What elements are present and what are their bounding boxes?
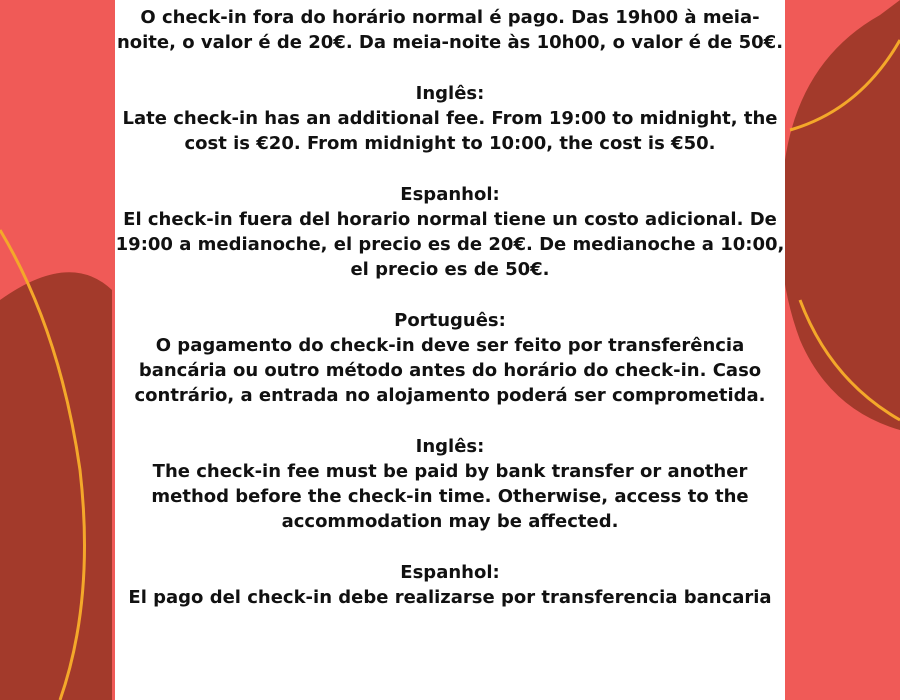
text-line: contrário, a entrada no alojamento poderá ser comprometida. [134, 385, 766, 406]
text-line: Late check-in has an additional fee. From 19:00 to midnight, the [122, 108, 778, 129]
paragraph-portuguese-fee [115, 5, 785, 55]
text-line: method before the check-in time. Otherwise, access to the [151, 486, 749, 507]
language-heading: Inglês: [415, 436, 485, 457]
language-heading: Espanhol: [400, 562, 500, 583]
text-line: 19:00 a medianoche, el precio es de 20€. De medianoche a 10:00, [115, 234, 785, 255]
text-line: cost is €20. From midnight to 10:00, the cost is €50. [184, 133, 716, 154]
paragraph-portuguese-payment [115, 308, 785, 408]
language-heading: Espanhol: [400, 184, 500, 205]
text-line: noite, o valor é de 20€. Da meia-noite às 10h00, o valor é de 50€. [116, 32, 784, 53]
text-line: bancária ou outro método antes do horário do check-in. Caso [138, 360, 762, 381]
text-line: El check-in fuera del horario normal tiene un costo adicional. De [123, 209, 777, 230]
paragraph-spanish-fee [115, 182, 785, 282]
paragraph-english-fee [115, 81, 785, 156]
text-line: O check-in fora do horário normal é pago. Das 19h00 à meia- [140, 7, 760, 28]
text-line: el precio es de 50€. [350, 259, 550, 280]
check-in-fee-text [115, 5, 785, 610]
left-blob-shape [0, 272, 112, 700]
language-heading: Português: [394, 310, 506, 331]
language-heading: Inglês: [415, 83, 485, 104]
paragraph-english-payment [115, 434, 785, 534]
right-blob-shape [780, 0, 900, 430]
paragraph-spanish-payment [115, 560, 785, 610]
info-card [115, 0, 785, 700]
text-line: El pago del check-in debe realizarse por transferencia bancaria [128, 587, 772, 608]
text-line: accommodation may be affected. [281, 511, 619, 532]
text-line: O pagamento do check-in deve ser feito por transferência [155, 335, 745, 356]
text-line: The check-in fee must be paid by bank transfer or another [152, 461, 748, 482]
